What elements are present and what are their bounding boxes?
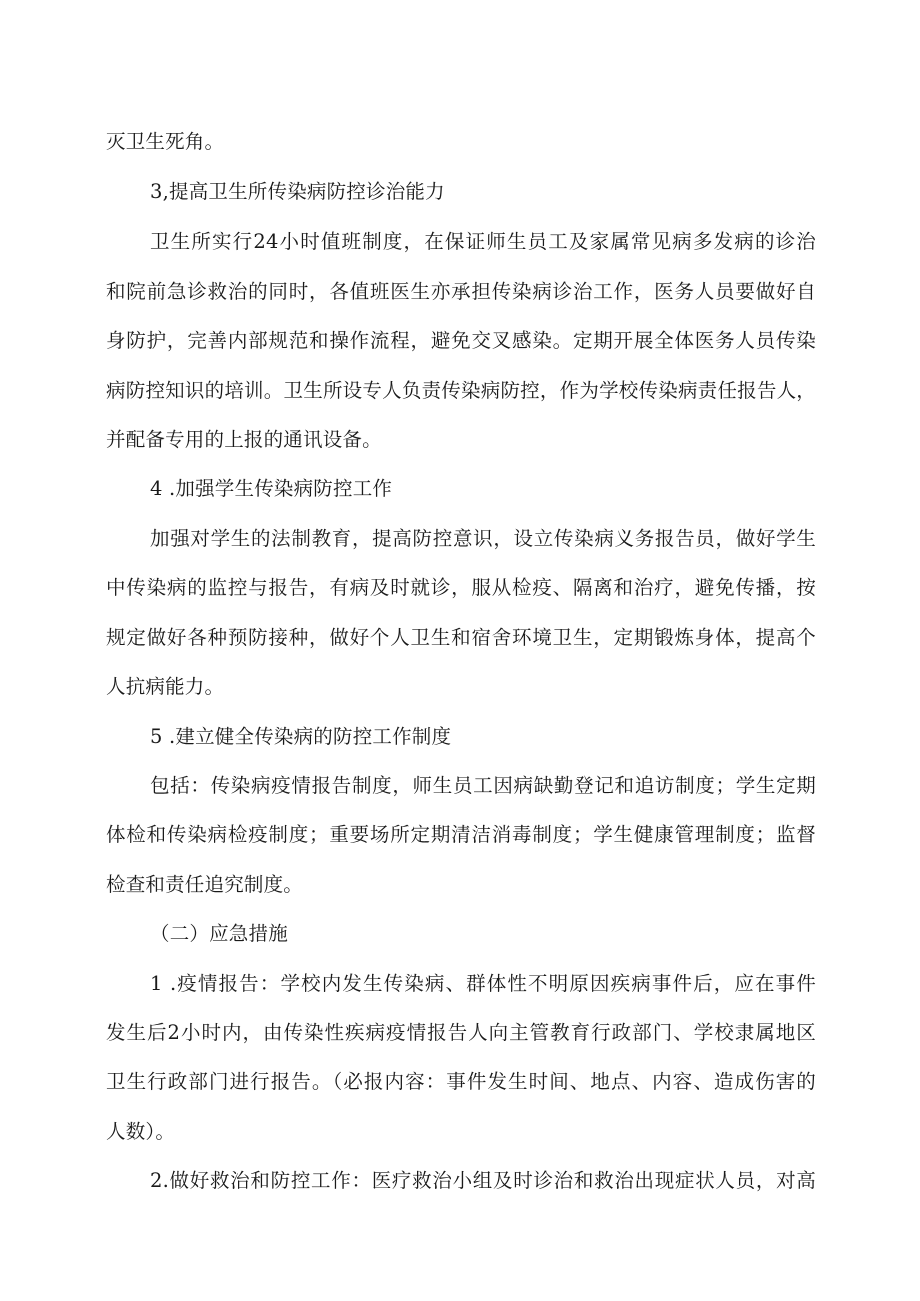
paragraph-line: 2.做好救治和防控工作：医疗救治小组及时诊治和救治出现症状人员，对高 — [150, 1169, 816, 1192]
paragraph-line: 卫生行政部门进行报告。（必报内容：事件发生时间、地点、内容、造成伤害的 — [106, 1070, 816, 1093]
paragraph-line: 包括：传染病疫情报告制度，师生员工因病缺勤登记和追访制度；学生定期 — [150, 774, 816, 797]
paragraph-line: 身防护，完善内部规范和操作流程，避免交叉感染。定期开展全体医务人员传染 — [106, 329, 816, 352]
paragraph-line: 体检和传染病检疫制度；重要场所定期清洁消毒制度；学生健康管理制度；监督 — [106, 823, 816, 846]
section-heading: 4 .加强学生传染病防控工作 — [150, 477, 393, 500]
paragraph-line: 1 .疫情报告：学校内发生传染病、群体性不明原因疾病事件后，应在事件 — [150, 972, 816, 995]
paragraph-line: 发生后2小时内，由传染性疾病疫情报告人向主管教育行政部门、学校隶属地区 — [106, 1021, 816, 1044]
paragraph-line: 人抗病能力。 — [106, 675, 225, 698]
paragraph-line: 加强对学生的法制教育，提高防控意识，设立传染病义务报告员，做好学生 — [150, 527, 816, 550]
paragraph-line: 规定做好各种预防接种，做好个人卫生和宿舍环境卫生，定期锻炼身体，提高个 — [106, 626, 816, 649]
paragraph-line: 人数）。 — [106, 1120, 176, 1143]
section-heading: （二）应急措施 — [150, 922, 288, 945]
section-heading: 5 .建立健全传染病的防控工作制度 — [150, 725, 452, 748]
text-line: 灭卫生死角。 — [106, 130, 225, 153]
paragraph-line: 检查和责任追究制度。 — [106, 873, 304, 896]
paragraph-line: 中传染病的监控与报告，有病及时就诊，服从检疫、隔离和治疗，避免传播，按 — [106, 576, 816, 599]
paragraph-line: 并配备专用的上报的通讯设备。 — [106, 428, 382, 451]
paragraph-line: 卫生所实行24小时值班制度，在保证师生员工及家属常见病多发病的诊治 — [150, 230, 816, 253]
paragraph-line: 和院前急诊救治的同时，各值班医生亦承担传染病诊治工作，医务人员要做好自 — [106, 280, 816, 303]
section-heading: 3,提高卫生所传染病防控诊治能力 — [150, 180, 445, 203]
paragraph-line: 病防控知识的培训。卫生所设专人负责传染病防控，作为学校传染病责任报告人， — [106, 379, 816, 402]
